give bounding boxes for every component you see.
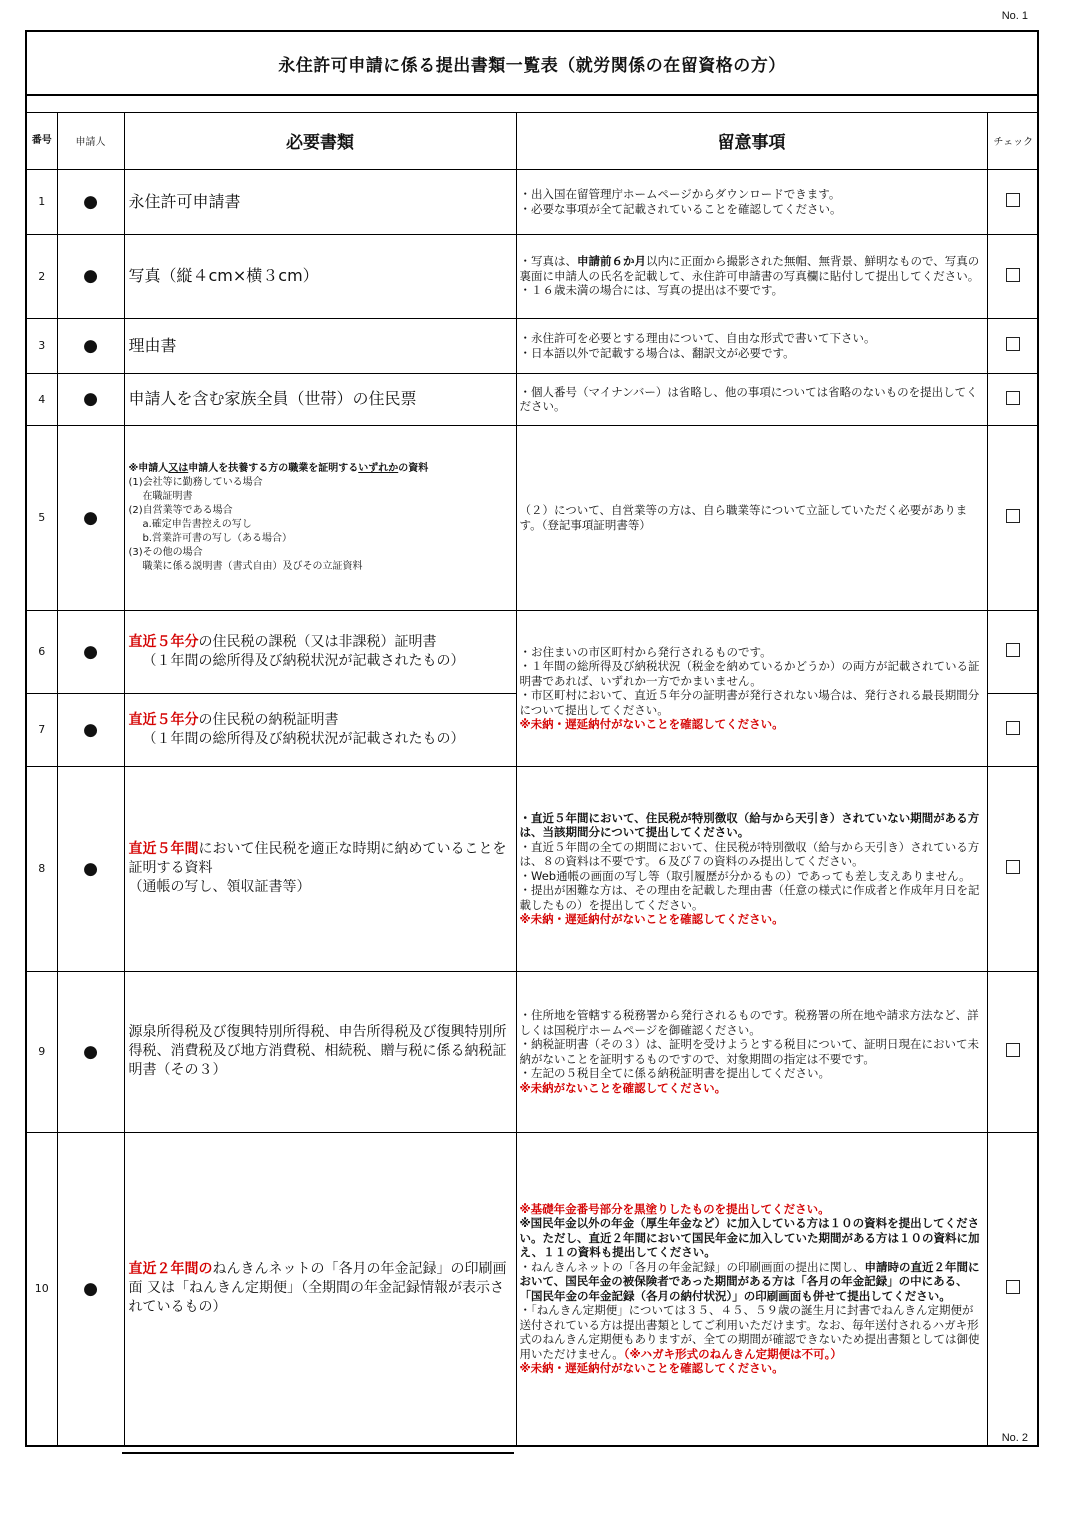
document-name: 直近５年分の住民税の納税証明書 （１年間の総所得及び納税状況が記載されたもの） xyxy=(124,693,516,766)
row-number: 1 xyxy=(27,169,57,234)
applicant-bullet: ● xyxy=(57,693,124,766)
notes-cell: ・直近５年間において、住民税が特別徴収（給与から天引き）されていない期間がある方は、当該期間分について提出してください。 ・直近５年間の全ての期間において、住民税が特別徴収（給与から天引き）されている方は、８の資料は不要です。６及び７の資料のみ提出してください。 ・Web通帳の画面の写し等（取引履歴が分かるもの）であっても差し支えありません。 ・提出が困難な方は、その理由を記載した理由書（任意の様式に作成者と作成年月日を記載したもの）を提出してください。 ※未納・遅延納付がないことを確認してください。 xyxy=(516,766,987,971)
applicant-bullet: ● xyxy=(57,373,124,425)
document-name: 申請人を含む家族全員（世帯）の住民票 xyxy=(124,373,516,425)
checkbox[interactable] xyxy=(1006,1043,1020,1057)
signature-line xyxy=(122,1452,514,1454)
row-number: 8 xyxy=(27,766,57,971)
document-name: 直近２年間のねんきんネットの「各月の年金記録」の印刷画面 又は「ねんきん定期便」（全期間の年金記録情報が表示されているもの） xyxy=(124,1132,516,1445)
document-name: 永住許可申請書 xyxy=(124,169,516,234)
applicant-bullet: ● xyxy=(57,234,124,318)
notes-cell: ・住所地を管轄する税務署から発行されるものです。税務署の所在地や請求方法など、詳しくは国税庁ホームページを御確認ください。 ・納税証明書（その３）は、証明を受けようとする税目について、証明日現在において未納がないことを証明するものですので、対象期間の指定は不要です。 ・左記の５税目全てに係る納税証明書を提出してください。 ※未納がないことを確認してください。 xyxy=(516,971,987,1132)
applicant-bullet: ● xyxy=(57,169,124,234)
table-row xyxy=(27,766,1039,971)
notes-cell: ※基礎年金番号部分を黒塗りしたものを提出してください。 ※国民年金以外の年金（厚生年金など）に加入している方は１０の資料を提出してください。ただし、直近２年間において国民年金に加入していた期間がある方は１０の資料に加え、１１の資料も提出してください。 ・ねんきんネットの「各月の年金記録」の印刷画面の提出に関し、申請時の直近２年間において、国民年金の被保険者であった期間がある方は「各月の年金記録」の中にある、「国民年金の年金記録（各月の納付状況）」の印刷画面も併せて提出してください。 ・「ねんきん定期便」については３５、４５、５９歳の誕生月に封書でねんきん定期便が送付されている方は提出書類としてご利用いただけます。なお、毎年送付されるハガキ形式のねんきん定期便もありますが、全ての期間が確認できないため提出書類としては御使用いただけません。（※ハガキ形式のねんきん定期便は不可。） ※未納・遅延納付がないことを確認してください。 xyxy=(516,1132,987,1445)
page-number-bottom: No. 2 xyxy=(1001,1432,1028,1444)
checkbox[interactable] xyxy=(1006,193,1020,207)
applicant-bullet: ● xyxy=(57,766,124,971)
header-row xyxy=(27,113,1039,169)
checkbox[interactable] xyxy=(1006,1280,1020,1294)
notes-cell: ・出入国在留管理庁ホームページからダウンロードできます。 ・必要な事項が全て記載されていることを確認してください。 xyxy=(516,169,987,234)
applicant-bullet: ● xyxy=(57,318,124,373)
row-number: 10 xyxy=(27,1132,57,1445)
checkbox[interactable] xyxy=(1006,860,1020,874)
page-number-top: No. 1 xyxy=(1001,10,1028,22)
row-number: 6 xyxy=(27,610,57,693)
document-name: 直近５年分の住民税の課税（又は非課税）証明書 （１年間の総所得及び納税状況が記載されたもの） xyxy=(124,610,516,693)
header-documents: 必要書類 xyxy=(124,113,516,169)
page-title: 永住許可申請に係る提出書類一覧表（就労関係の在留資格の方） xyxy=(27,32,1037,96)
header-number: 番号 xyxy=(27,113,57,169)
applicant-bullet: ● xyxy=(57,425,124,610)
applicant-bullet: ● xyxy=(57,1132,124,1445)
requirements-table xyxy=(27,113,1039,1445)
checkbox[interactable] xyxy=(1006,391,1020,405)
table-row xyxy=(27,318,1039,373)
document-name: 源泉所得税及び復興特別所得税、申告所得税及び復興特別所得税、消費税及び地方消費税、相続税、贈与税に係る納税証明書（その３） xyxy=(124,971,516,1132)
notes-cell: ・個人番号（マイナンバー）は省略し、他の事項については省略のないものを提出してください。 xyxy=(516,373,987,425)
table-row xyxy=(27,1132,1039,1445)
checkbox[interactable] xyxy=(1006,643,1020,657)
notes-cell: （２）について、自営業等の方は、自ら職業等について立証していただく必要があります。（登記事項証明書等） xyxy=(516,425,987,610)
row-number: 2 xyxy=(27,234,57,318)
document-name: 直近５年間において住民税を適正な時期に納めていることを証明する資料 （通帳の写し、領収証書等） xyxy=(124,766,516,971)
document-name: ※申請人又は申請人を扶養する方の職業を証明するいずれかの資料 (1)会社等に勤務している場合 在職証明書 (2)自営業等である場合 a.確定申告書控えの写し b.営業許可書の写し（ある場合） (3)その他の場合 職業に係る説明書（書式自由）及びその立証資料 xyxy=(124,425,516,610)
checkbox[interactable] xyxy=(1006,268,1020,282)
row-number: 9 xyxy=(27,971,57,1132)
table-row xyxy=(27,169,1039,234)
table-row xyxy=(27,971,1039,1132)
row-number: 4 xyxy=(27,373,57,425)
table-row xyxy=(27,425,1039,610)
applicant-bullet: ● xyxy=(57,971,124,1132)
header-check: チェック xyxy=(987,113,1039,169)
checkbox[interactable] xyxy=(1006,509,1020,523)
document-name: 理由書 xyxy=(124,318,516,373)
checkbox[interactable] xyxy=(1006,337,1020,351)
document-table xyxy=(25,30,1039,1447)
row-number: 3 xyxy=(27,318,57,373)
row-number: 7 xyxy=(27,693,57,766)
row-number: 5 xyxy=(27,425,57,610)
header-applicant: 申請人 xyxy=(57,113,124,169)
notes-cell: ・お住まいの市区町村から発行されるものです。 ・１年間の総所得及び納税状況（税金を納めているかどうか）の両方が記載されている証明書であれば、いずれか一方でかまいません。 ・市区町村において、直近５年分の証明書が発行されない場合は、発行される最長期間分について提出してください。 ※未納・遅延納付がないことを確認してください。 xyxy=(516,610,987,766)
notes-cell: ・写真は、申請前６か月以内に正面から撮影された無帽、無背景、鮮明なもので、写真の裏面に申請人の氏名を記載して、永住許可申請書の写真欄に貼付して提出してください。 ・１６歳未満の場合には、写真の提出は不要です。 xyxy=(516,234,987,318)
notes-cell: ・永住許可を必要とする理由について、自由な形式で書いて下さい。 ・日本語以外で記載する場合は、翻訳文が必要です。 xyxy=(516,318,987,373)
header-notes: 留意事項 xyxy=(516,113,987,169)
checkbox[interactable] xyxy=(1006,721,1020,735)
document-name: 写真（縦４cm×横３cm） xyxy=(124,234,516,318)
table-row xyxy=(27,373,1039,425)
applicant-bullet: ● xyxy=(57,610,124,693)
table-row xyxy=(27,234,1039,318)
table-row xyxy=(27,610,1039,693)
